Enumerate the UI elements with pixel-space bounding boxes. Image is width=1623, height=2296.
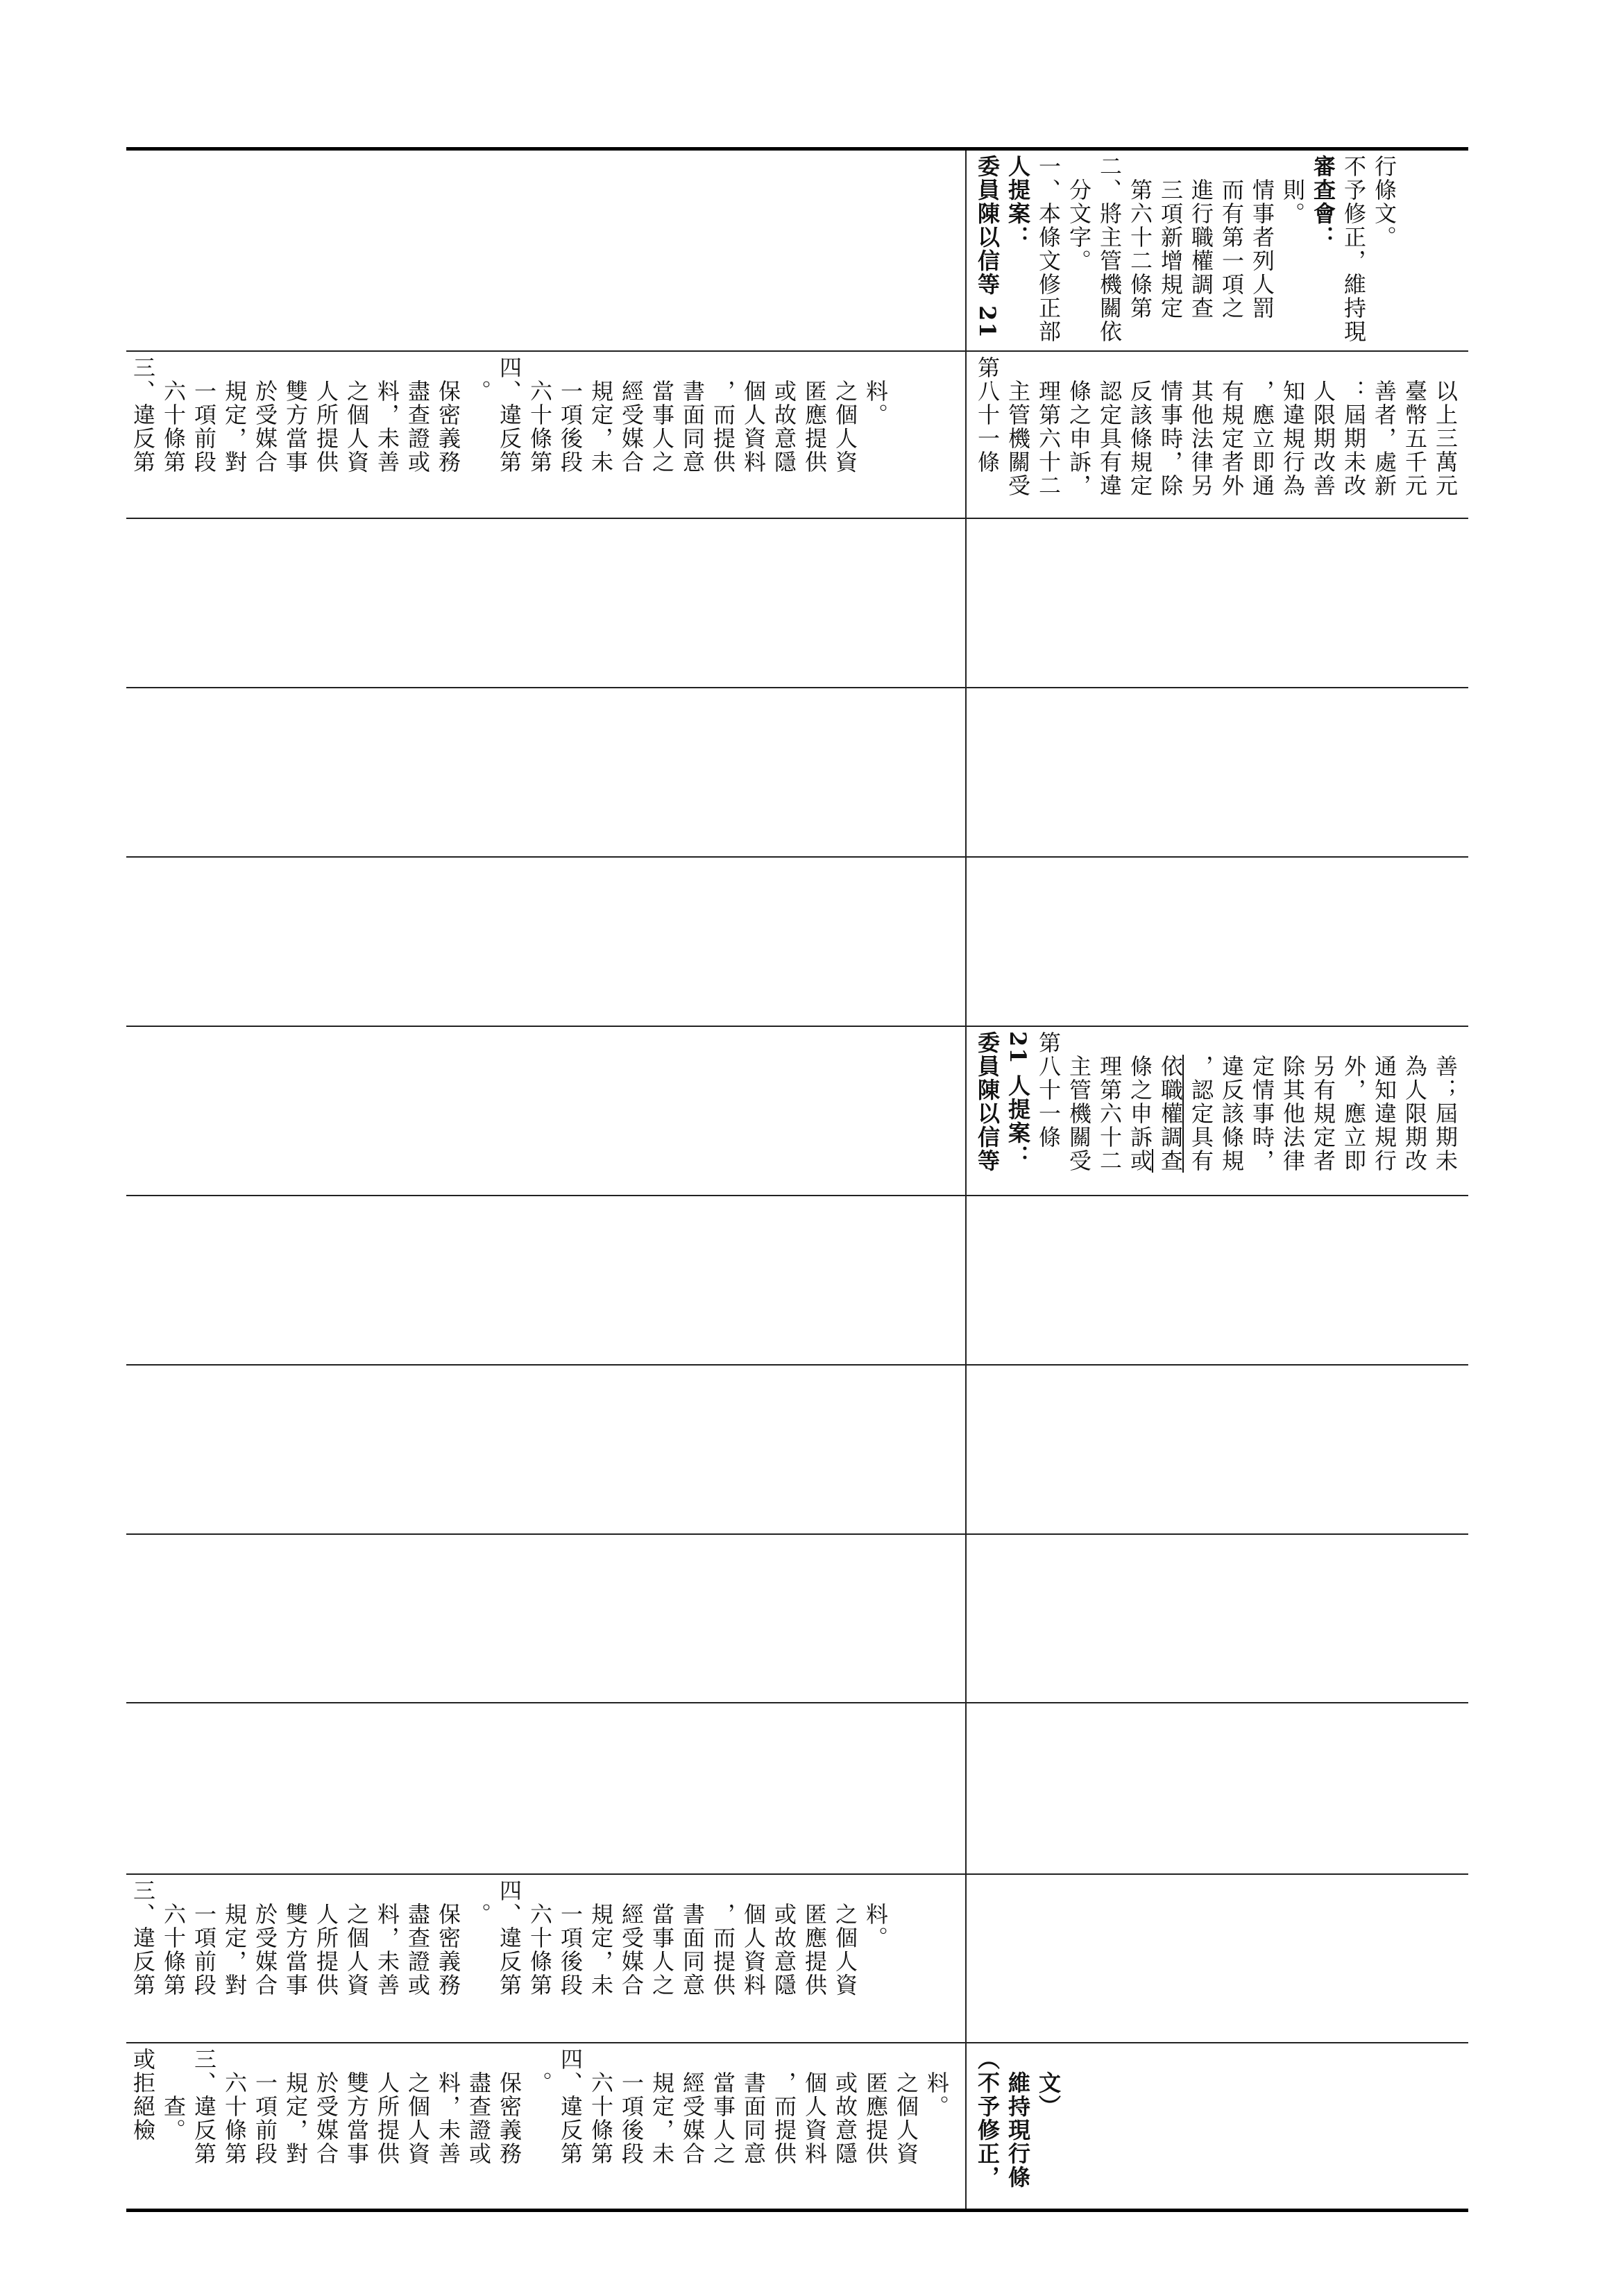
text-line: 個人資料 (740, 380, 767, 474)
comparison-table (126, 147, 1468, 2212)
text-line: 三、違反第 (130, 356, 156, 474)
text-line: 料。 (863, 1903, 889, 1950)
text-line: 第六十二條第 (1127, 178, 1153, 320)
left-column-cell (126, 1027, 967, 1195)
text-line: 理第六十二 (1035, 380, 1062, 498)
left-column-cell (126, 858, 967, 1026)
text-line: （不予修正， (974, 2048, 1001, 2189)
text-line: 六十條第 (527, 1903, 553, 1997)
text-line: 經受媒合 (618, 1903, 645, 1997)
text-line: 或故意隱 (832, 2071, 858, 2166)
text-line: 之個人資 (343, 380, 370, 474)
text-line: 除其他法律 (1280, 1055, 1306, 1173)
text-line: 維持現行條 (1005, 2071, 1031, 2189)
text-line: ，應立即通 (1249, 380, 1275, 498)
table-row (126, 1195, 1468, 1364)
amended-text: 依職權調查 (1157, 1055, 1184, 1173)
text-line: 個人資料 (740, 1903, 767, 1997)
text-line: 經受媒合 (618, 380, 645, 474)
text-line: 於受媒合 (252, 380, 278, 474)
left-column-cell (126, 1535, 967, 1702)
text-line: 人所提供 (374, 2071, 400, 2166)
text-line: 之個人資 (893, 2071, 919, 2166)
text-line: 委員陳以信等 21 (974, 155, 1001, 339)
text-line: 盡查證或 (405, 380, 431, 474)
text-line: 保密義務 (435, 380, 461, 474)
left-column-cell (126, 352, 967, 518)
text-line: 違反該條規 (1218, 1055, 1245, 1173)
right-column-cell (967, 1703, 1468, 1873)
table-row (126, 518, 1468, 687)
text-line: 不予修正，維持現 (1341, 155, 1367, 343)
text-line: 或故意隱 (771, 1903, 797, 1997)
text-line: 雙方當事 (282, 380, 309, 474)
text-line: 匿應提供 (801, 380, 828, 474)
text-line: 另有規定者 (1310, 1055, 1336, 1173)
text-line: 人所提供 (313, 380, 339, 474)
text-line: 之個人資 (405, 2071, 431, 2166)
text-line: 人限期改善 (1310, 380, 1336, 498)
text-line: ，而提供 (771, 2071, 797, 2166)
text-line: 審查會： (1310, 155, 1336, 249)
table-row (126, 1364, 1468, 1533)
text-line: 。 (527, 2071, 553, 2095)
text-line: 於受媒合 (313, 2071, 339, 2166)
table-row (126, 687, 1468, 856)
text-line: 一項後段 (557, 1903, 584, 1997)
text-line: 之個人資 (832, 380, 858, 474)
text-line: 21 人提案： (1005, 1031, 1031, 1168)
right-column-cell (967, 151, 1468, 350)
text-line: 臺幣五千元 (1402, 380, 1428, 498)
text-line: 一項後段 (618, 2071, 645, 2166)
text-line: 三項新增規定 (1157, 178, 1184, 320)
text-line: 二、將主管機關依 (1096, 155, 1123, 343)
text-line: 料，未善 (374, 380, 400, 474)
table-row (126, 1533, 1468, 1702)
text-line: 人提案： (1005, 155, 1031, 249)
text-line: 外，應立即 (1341, 1055, 1367, 1173)
text-line (1155, 1031, 1186, 1195)
text-line: 書面同意 (740, 2071, 767, 2166)
text-line: 行條文。 (1371, 155, 1397, 249)
text-line: 或拒絕檢 (130, 2048, 156, 2142)
text-line: 三、違反第 (130, 1879, 156, 1997)
text-line: 通知違規行 (1371, 1055, 1397, 1173)
left-column-cell (126, 2043, 967, 2209)
right-column-cell (967, 519, 1468, 687)
text-line: 料。 (924, 2071, 950, 2118)
left-column-cell (126, 688, 967, 856)
text-line: 規定，對 (221, 1903, 248, 1997)
left-column-cell (126, 1366, 967, 1533)
text-line: 則。 (1280, 178, 1306, 226)
text-line: 六十條第 (160, 380, 187, 474)
text-line: 四、違反第 (557, 2048, 584, 2166)
text-line: 條之申訴或 (1127, 1055, 1153, 1173)
text-line: 匿應提供 (801, 1903, 828, 1997)
text-line: 一項前段 (191, 1903, 217, 1997)
text-line: 規定，未 (588, 1903, 614, 1997)
right-column-cell (967, 1027, 1468, 1195)
text-line: 人所提供 (313, 1903, 339, 1997)
left-column-cell (126, 1875, 967, 2042)
text-line: 。 (466, 1903, 492, 1926)
text-line: 主管機關受 (1005, 380, 1031, 498)
text-line: ，而提供 (710, 380, 736, 474)
text-line: 反該條規定 (1127, 380, 1153, 498)
text-line: 知違規行為 (1280, 380, 1306, 498)
text-line: 六十條第 (527, 380, 553, 474)
text-line: 第八十一條 (974, 356, 1001, 474)
text-line: 盡查證或 (466, 2071, 492, 2166)
text-line: 一、本條文修正部 (1035, 155, 1062, 343)
text-line: ，認定具有 (1188, 1055, 1214, 1173)
text-line: 規定，對 (221, 380, 248, 474)
right-column-cell (967, 2043, 1468, 2209)
text-line: 於受媒合 (252, 1903, 278, 1997)
table-row (126, 1026, 1468, 1195)
text-line: 主管機關受 (1066, 1055, 1092, 1173)
text-line: 善；屆期未 (1432, 1055, 1459, 1173)
text-line: 第八十一條 (1035, 1031, 1062, 1149)
text-line: 以上三萬元 (1432, 380, 1459, 498)
text-line: 料，未善 (374, 1903, 400, 1997)
text-line: 善者，處新 (1371, 380, 1397, 498)
text-line: 書面同意 (679, 380, 706, 474)
text-line: 之個人資 (343, 1903, 370, 1997)
table-row (126, 1702, 1468, 1873)
text-line: 一項前段 (191, 380, 217, 474)
text-line: 情事者列人罰 (1249, 178, 1275, 320)
text-line: 。 (466, 380, 492, 403)
text-line: 一項前段 (252, 2071, 278, 2166)
text-line: 三、違反第 (191, 2048, 217, 2166)
text-line: 或故意隱 (771, 380, 797, 474)
right-column-cell (967, 688, 1468, 856)
right-column-cell (967, 1535, 1468, 1702)
text-line: 為人限期改 (1402, 1055, 1428, 1173)
text-line: 查。 (160, 2095, 187, 2142)
text-line: 四、違反第 (496, 1879, 522, 1997)
text-line: ，而提供 (710, 1903, 736, 1997)
right-column-cell (967, 1875, 1468, 2042)
text-line: 認定具有違 (1096, 380, 1123, 498)
text-line: 條之申訴， (1066, 380, 1092, 498)
text-line: 雙方當事 (343, 2071, 370, 2166)
left-column-cell (126, 1196, 967, 1364)
left-column-cell (126, 151, 967, 350)
text-line: 理第六十二 (1096, 1055, 1123, 1173)
text-line: 保密義務 (435, 1903, 461, 1997)
text-line: 委員陳以信等 (974, 1031, 1001, 1173)
text-line: 書面同意 (679, 1903, 706, 1997)
right-column-cell (967, 858, 1468, 1026)
text-line: 有規定者外 (1218, 380, 1245, 498)
text-line: 規定，對 (282, 2071, 309, 2166)
table-row (126, 1873, 1468, 2042)
text-line: 進行職權調查 (1188, 178, 1214, 320)
text-line: 保密義務 (496, 2071, 522, 2166)
table-row (126, 856, 1468, 1026)
text-line: 一項後段 (557, 380, 584, 474)
text-line: 個人資料 (801, 2071, 828, 2166)
text-line: 雙方當事 (282, 1903, 309, 1997)
right-column-cell (967, 1196, 1468, 1364)
right-column-cell (967, 352, 1468, 518)
text-line: 規定，未 (649, 2071, 675, 2166)
left-column-cell (126, 519, 967, 687)
text-line: 當事人之 (649, 380, 675, 474)
text-line: 規定，未 (588, 380, 614, 474)
text-line: 盡查證或 (405, 1903, 431, 1997)
text-line: 匿應提供 (863, 2071, 889, 2166)
text-line: 文） (1035, 2071, 1062, 2118)
text-line: 料，未善 (435, 2071, 461, 2166)
text-line: 情事時，除 (1157, 380, 1184, 498)
text-line: ：屆期未改 (1341, 380, 1367, 498)
text-line: 六十條第 (588, 2071, 614, 2166)
text-line: 六十條第 (160, 1903, 187, 1997)
text-line: 定情事時， (1249, 1055, 1275, 1173)
text-line: 六十條第 (221, 2071, 248, 2166)
text-line: 四、違反第 (496, 356, 522, 474)
table-row (126, 350, 1468, 518)
text-line: 而有第一項之 (1218, 178, 1245, 320)
text-line: 分文字。 (1066, 178, 1092, 273)
text-line: 當事人之 (649, 1903, 675, 1997)
table-row (126, 151, 1468, 350)
table-row (126, 2042, 1468, 2209)
text-line: 當事人之 (710, 2071, 736, 2166)
text-line: 經受媒合 (679, 2071, 706, 2166)
text-line: 之個人資 (832, 1903, 858, 1997)
text-line: 料。 (863, 380, 889, 427)
left-column-cell (126, 1703, 967, 1873)
text-line: 其他法律另 (1188, 380, 1214, 498)
right-column-cell (967, 1366, 1468, 1533)
amended-text: 或 (1127, 1149, 1153, 1173)
